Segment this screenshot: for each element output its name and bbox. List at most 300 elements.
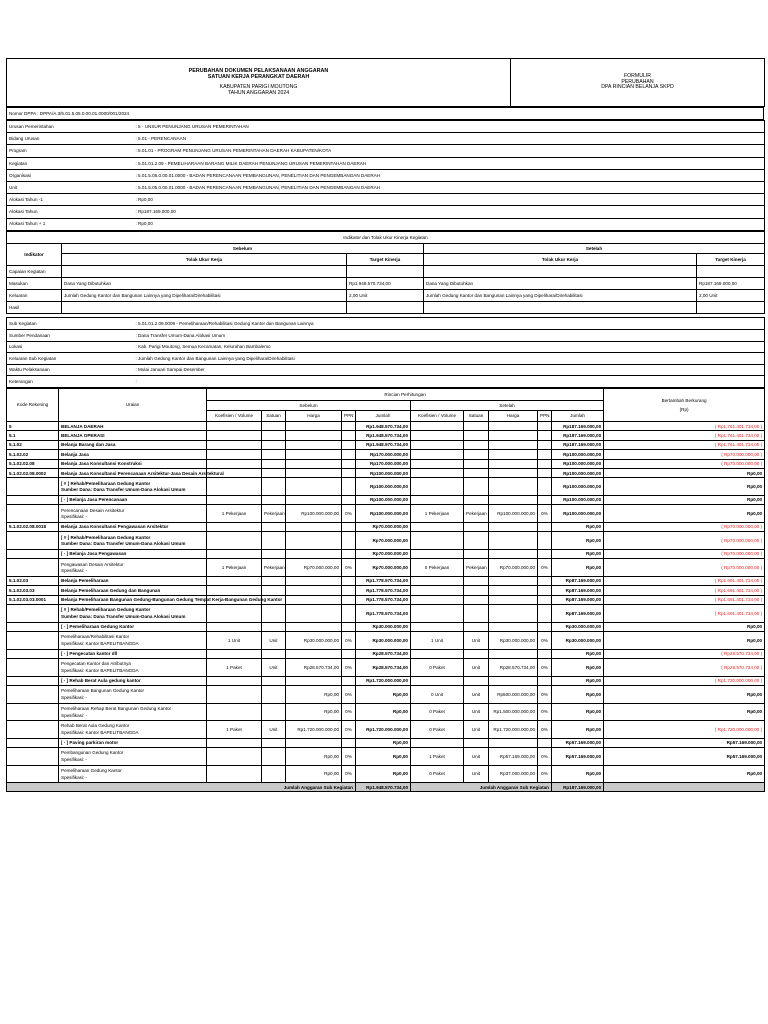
satuan-setelah: Unit: [464, 703, 489, 721]
rincian-row: [7, 495, 765, 504]
harga-sebelum: [286, 532, 342, 550]
uraian: [59, 532, 207, 550]
ppn-sebelum: [342, 450, 356, 459]
doc-title-1: PERUBAHAN DOKUMEN PELAKSANAAN ANGGARAN: [188, 67, 329, 74]
rincian-row: [7, 676, 765, 685]
bertambah-unit: (Rp): [679, 406, 689, 412]
ppn-sebelum: [342, 676, 356, 685]
uraian-line-1: BELANJA OPERASI: [61, 432, 105, 438]
info-row: [7, 194, 765, 206]
ppn-setelah: 0%: [538, 765, 552, 783]
harga-sebelum: Rp0,00: [286, 748, 342, 766]
ppn-setelah: [538, 478, 552, 496]
harga-sebelum: [286, 738, 342, 747]
jumlah-sebelum: Rp1.778.570.734,00: [356, 605, 411, 623]
ppn-sebelum: 0%: [342, 721, 356, 739]
satuan-sebelum: [262, 422, 286, 431]
koefisien-sebelum: [207, 532, 262, 550]
jumlah-sebelum: Rp1.778.570.734,00: [356, 576, 411, 585]
satuan-sebelum: [262, 765, 286, 783]
harga-setelah: [489, 450, 538, 459]
rincian-row: [7, 622, 765, 631]
harga-sebelum: Rp0,00: [286, 703, 342, 721]
rincian-row: [7, 686, 765, 704]
harga-setelah: Rp30.000.000,00: [489, 632, 538, 650]
koefisien-setelah: 0 Unit: [411, 686, 464, 704]
uraian: [59, 622, 207, 631]
harga-setelah: [489, 622, 538, 631]
indikator-table: [6, 231, 765, 315]
kode-rekening: 5.1.02.02: [7, 450, 59, 459]
uraian-line-1: Belanja Jasa Konsultansi Perencanaan Arsitektur-Jasa Desain Arsitektural: [61, 470, 224, 476]
col-indikator: Indikator: [7, 243, 62, 265]
jumlah-sebelum: Rp1.948.570.734,00: [356, 431, 411, 440]
satuan-setelah: Pekerjaan: [464, 559, 489, 577]
harga-setelah: Rp37.000.000,00: [489, 765, 538, 783]
harga-setelah: [489, 440, 538, 449]
jumlah-sebelum: Rp70.000.000,00: [356, 559, 411, 577]
harga-sebelum: [286, 431, 342, 440]
tolak-sebelum: Dana Yang Dibutuhkan: [62, 277, 347, 289]
satuan-setelah: [464, 468, 489, 477]
harga-setelah: [489, 586, 538, 595]
indikator-label: Masukan: [7, 277, 62, 289]
jumlah-setelah: Rp100.000.000,00: [552, 478, 604, 496]
koefisien-sebelum: [207, 605, 262, 623]
harga-sebelum: [286, 605, 342, 623]
ppn-sebelum: [342, 478, 356, 496]
info-label: Kegiatan: [7, 157, 134, 169]
rincian-row: [7, 748, 765, 766]
koefisien-sebelum: [207, 576, 262, 585]
kode-rekening: 5.1.02: [7, 440, 59, 449]
ppn-sebelum: [342, 738, 356, 747]
target-setelah: Rp187.169.000,00: [697, 277, 765, 289]
info-label: Urusan Pemerintahan: [7, 121, 134, 133]
info-label: Unit: [7, 181, 134, 193]
harga-sebelum: [286, 522, 342, 531]
harga-sebelum: Rp1.720.000.000,00: [286, 721, 342, 739]
satuan-sebelum: [262, 576, 286, 585]
koefisien-sebelum: 1 Unit: [207, 632, 262, 650]
uraian-line-1: [ - ] Paving parkiran motor: [61, 740, 119, 746]
ppn-sebelum: 0%: [342, 505, 356, 523]
koefisien-sebelum: [207, 549, 262, 558]
satuan-setelah: [464, 495, 489, 504]
ppn-setelah: 0%: [538, 703, 552, 721]
info-label: Alokasi Tahun -1: [7, 194, 134, 206]
satuan-sebelum: [262, 495, 286, 504]
koefisien-sebelum: [207, 459, 262, 468]
uraian-line-1: Pemeliharaan/Rehabilitasi Kantor: [61, 634, 130, 640]
tolak-sebelum: Jumlah Gedung Kantor dan Bangunan Lainnya yang Dipelihara/Direhabilitasi: [62, 290, 347, 302]
ppn-setelah: 0%: [538, 686, 552, 704]
harga-setelah: [489, 649, 538, 658]
ppn-setelah: [538, 586, 552, 595]
total-setelah: Rp187.169.000,00: [552, 783, 604, 792]
ppn-sebelum: 0%: [342, 765, 356, 783]
info-value: : 5.01.01.2.09 - PEMELIHARAAN BARANG MILIK DAERAH PENUNJANG URUSAN PEMERINTAHAN DAERAH: [134, 157, 765, 169]
jumlah-setelah: Rp0,00: [552, 659, 604, 677]
jumlah-setelah: Rp100.000.000,00: [552, 505, 604, 523]
koefisien-setelah: [411, 440, 464, 449]
bertambah-berkurang: Rp0,00: [604, 495, 765, 504]
formulir-name: DPA RINCIAN BELANJA SKPD: [601, 84, 674, 91]
harga-sebelum: Rp28.570.734,00: [286, 659, 342, 677]
uraian-line-2: Sumber Dana: Dana Transfer Umum-Dana Alokasi Umum: [61, 487, 186, 493]
bertambah-berkurang: ( Rp70.000.000,00 ): [604, 450, 765, 459]
jumlah-setelah: Rp187.169.000,00: [552, 431, 604, 440]
ppn-sebelum: [342, 595, 356, 604]
tolak-setelah: Dana Yang Dibutuhkan: [424, 277, 697, 289]
harga-setelah: [489, 605, 538, 623]
bertambah-berkurang: ( Rp1.691.401.734,00 ): [604, 586, 765, 595]
satuan-setelah: Unit: [464, 632, 489, 650]
harga-sebelum: [286, 450, 342, 459]
koefisien-sebelum: [207, 450, 262, 459]
uraian: [59, 721, 207, 739]
satuan-sebelum: [262, 522, 286, 531]
koefisien-setelah: [411, 478, 464, 496]
bertambah-berkurang: Rp0,00: [604, 622, 765, 631]
indikator-label: Keluaran: [7, 290, 62, 302]
ppn-sebelum: [342, 495, 356, 504]
jumlah-sebelum: Rp1.720.000.000,00: [356, 721, 411, 739]
koefisien-sebelum: [207, 440, 262, 449]
ppn-sebelum: [342, 532, 356, 550]
ppn-setelah: 0%: [538, 748, 552, 766]
subkegiatan-label: Sub Kegiatan: [7, 318, 134, 330]
ppn-setelah: [538, 595, 552, 604]
bertambah-berkurang: ( Rp1.761.401.734,00 ): [604, 422, 765, 431]
jumlah-setelah: Rp0,00: [552, 703, 604, 721]
subkegiatan-row: [7, 364, 765, 376]
satuan-setelah: [464, 622, 489, 631]
jumlah-sebelum: Rp0,00: [356, 748, 411, 766]
info-label: Alokasi Tahun: [7, 206, 134, 218]
uraian-line-1: [ - ] Rehab Berat Aula gedung kantor: [61, 678, 141, 684]
uraian-line-2: Spesifikasi: -: [61, 774, 88, 780]
uraian-line-1: Pemeliharaan Bangunan Gedung Kantor: [61, 688, 145, 694]
harga-setelah: [489, 459, 538, 468]
uraian-line-1: Perencanaan Desain Arsitektur: [61, 507, 125, 513]
satuan-sebelum: [262, 686, 286, 704]
ppn-setelah: [538, 622, 552, 631]
col-koef-2: Koefisien / Volume: [411, 411, 464, 422]
info-value: : 5.01.01 - PROGRAM PENUNJANG URUSAN PEMERINTAHAN DAERAH KABUPATEN/KOTA: [134, 145, 765, 157]
koefisien-sebelum: [207, 478, 262, 496]
kode-rekening: 5.1.02.02.08.0002: [7, 468, 59, 477]
rincian-row: [7, 459, 765, 468]
bertambah-berkurang: ( Rp1.691.401.734,00 ): [604, 576, 765, 585]
harga-sebelum: [286, 622, 342, 631]
bertambah-berkurang: ( Rp70.000.000,00 ): [604, 532, 765, 550]
kode-rekening: [7, 495, 59, 504]
col-uraian: Uraian: [59, 389, 207, 422]
satuan-setelah: [464, 450, 489, 459]
uraian: [59, 431, 207, 440]
col-ppn-2: PPN: [538, 411, 552, 422]
koefisien-sebelum: [207, 703, 262, 721]
uraian: [59, 649, 207, 658]
bertambah-berkurang: ( Rp1.691.401.734,00 ): [604, 595, 765, 604]
koefisien-setelah: [411, 586, 464, 595]
uraian-line-1: Rehab Berat Aula Gedung Kantor: [61, 723, 130, 729]
uraian-line-1: Belanja Pemeliharaan Bangunan Gedung-Bangunan Gedung Tempat Kerja-Bangunan Gedung Kantor: [61, 597, 283, 603]
jumlah-setelah: Rp57.169.000,00: [552, 738, 604, 747]
ppn-sebelum: [342, 522, 356, 531]
total-row: [7, 783, 765, 792]
target-sebelum: [347, 265, 424, 277]
uraian-line-1: Belanja Jasa: [61, 451, 89, 457]
ppn-sebelum: [342, 549, 356, 558]
uraian: [59, 505, 207, 523]
koefisien-sebelum: [207, 649, 262, 658]
bertambah-berkurang: Rp0,00: [604, 765, 765, 783]
col-target-sebelum: Target Kinerja: [347, 253, 424, 265]
koefisien-sebelum: [207, 495, 262, 504]
ppn-sebelum: [342, 586, 356, 595]
kode-rekening: [7, 748, 59, 766]
kode-rekening: [7, 622, 59, 631]
harga-sebelum: [286, 478, 342, 496]
satuan-sebelum: [262, 440, 286, 449]
uraian-line-2: Spesifikasi: Kantor BAPELITBANGDA: [61, 730, 139, 736]
harga-sebelum: [286, 459, 342, 468]
harga-sebelum: [286, 595, 342, 604]
ppn-sebelum: [342, 440, 356, 449]
info-value: : Rp187.169.000,00: [134, 206, 765, 218]
satuan-setelah: Unit: [464, 765, 489, 783]
kode-rekening: [7, 721, 59, 739]
satuan-sebelum: [262, 431, 286, 440]
col-ppn-1: PPN: [342, 411, 356, 422]
col-bertambah-berkurang: [604, 389, 765, 422]
harga-sebelum: [286, 586, 342, 595]
harga-sebelum: [286, 549, 342, 558]
harga-setelah: [489, 595, 538, 604]
harga-sebelum: Rp100.000.000,00: [286, 505, 342, 523]
bertambah-berkurang: ( Rp1.691.401.734,00 ): [604, 605, 765, 623]
kode-rekening: 5.1.02.03.03: [7, 586, 59, 595]
koefisien-setelah: 0 Paket: [411, 721, 464, 739]
ppn-sebelum: [342, 431, 356, 440]
target-setelah: 2,00 Unit: [697, 290, 765, 302]
koefisien-sebelum: [207, 738, 262, 747]
koefisien-setelah: [411, 450, 464, 459]
col-tolak-setelah: Tolak Ukur Kerja: [424, 253, 697, 265]
jumlah-sebelum: Rp1.778.570.734,00: [356, 595, 411, 604]
jumlah-setelah: Rp100.000.000,00: [552, 450, 604, 459]
header-title-block: [7, 59, 511, 107]
subkegiatan-value: : 5.01.01.2.09.0009 - Pemeliharaan/Rehabilitasi Gedung Kantor dan Bangunan Lainnya: [134, 318, 765, 330]
indikator-label: Hasil: [7, 302, 62, 314]
tolak-setelah: Jumlah Gedung Kantor dan Bangunan Lainnya yang Dipelihara/Direhabilitasi: [424, 290, 697, 302]
jumlah-sebelum: Rp0,00: [356, 703, 411, 721]
satuan-sebelum: [262, 676, 286, 685]
kode-rekening: 5: [7, 422, 59, 431]
bertambah-berkurang: ( Rp28.570.734,00 ): [604, 649, 765, 658]
uraian: [59, 549, 207, 558]
koefisien-sebelum: [207, 522, 262, 531]
info-label: Program: [7, 145, 134, 157]
indikator-row: [7, 265, 765, 277]
koefisien-sebelum: [207, 686, 262, 704]
uraian-line-1: [ - ] Pemeliharaan Gedung Kantor: [61, 624, 134, 630]
jumlah-setelah: Rp87.169.000,00: [552, 576, 604, 585]
ppn-sebelum: 0%: [342, 748, 356, 766]
uraian: [59, 422, 207, 431]
ppn-setelah: [538, 532, 552, 550]
rincian-row: [7, 549, 765, 558]
satuan-sebelum: Unit: [262, 632, 286, 650]
jumlah-sebelum: Rp1.948.570.734,00: [356, 440, 411, 449]
ppn-sebelum: [342, 422, 356, 431]
ppn-setelah: 0%: [538, 632, 552, 650]
jumlah-sebelum: Rp70.000.000,00: [356, 532, 411, 550]
harga-setelah: [489, 532, 538, 550]
target-sebelum: 2,00 Unit: [347, 290, 424, 302]
rincian-row: [7, 632, 765, 650]
harga-setelah: Rp1.720.000.000,00: [489, 721, 538, 739]
dpa-document: [6, 58, 764, 792]
ppn-setelah: [538, 459, 552, 468]
satuan-sebelum: [262, 738, 286, 747]
info-value: : 5 - UNSUR PENUNJANG URUSAN PEMERINTAHAN: [134, 121, 765, 133]
satuan-setelah: [464, 522, 489, 531]
subkegiatan-label: Lokasi: [7, 341, 134, 353]
koefisien-sebelum: 1 Pekerjaan: [207, 505, 262, 523]
nomor-text: Nomor DPPA : DPPA/A.3/5.01.5.05.0.00.01.0000/001/2024: [7, 108, 764, 120]
indikator-label: Capaian Kegiatan: [7, 265, 62, 277]
satuan-setelah: Unit: [464, 721, 489, 739]
harga-sebelum: [286, 422, 342, 431]
uraian-line-2: Sumber Dana: Dana Transfer Umum-Dana Alokasi Umum: [61, 541, 186, 547]
satuan-sebelum: [262, 649, 286, 658]
col-satuan-1: Satuan: [262, 411, 286, 422]
uraian: [59, 478, 207, 496]
satuan-setelah: Unit: [464, 748, 489, 766]
jumlah-setelah: Rp100.000.000,00: [552, 468, 604, 477]
satuan-setelah: Pekerjaan: [464, 505, 489, 523]
uraian: [59, 686, 207, 704]
satuan-sebelum: Unit: [262, 659, 286, 677]
jumlah-setelah: Rp57.169.000,00: [552, 748, 604, 766]
koefisien-setelah: [411, 459, 464, 468]
koefisien-setelah: [411, 532, 464, 550]
col-jumlah-2: Jumlah: [552, 411, 604, 422]
indikator-caption: Indikator dan Tolak Ukur Kinerja Kegiatan: [7, 231, 765, 243]
jumlah-sebelum: Rp100.000.000,00: [356, 495, 411, 504]
rincian-row: [7, 703, 765, 721]
uraian-line-1: [ - ] Pengecatan kantor dll: [61, 651, 118, 657]
bertambah-label: Bertambah Berkurang: [661, 398, 707, 404]
kode-rekening: [7, 703, 59, 721]
harga-setelah: [489, 549, 538, 558]
uraian: [59, 659, 207, 677]
uraian: [59, 595, 283, 604]
uraian-line-1: [ # ] Rehab/Pemeliharaan Gedung Kantor: [61, 534, 151, 540]
satuan-sebelum: [262, 478, 286, 496]
subkegiatan-value: : Dana Transfer Umum-Dana Alokasi Umum: [134, 330, 765, 342]
bertambah-berkurang: ( Rp1.761.401.734,00 ): [604, 431, 765, 440]
satuan-setelah: [464, 459, 489, 468]
ppn-setelah: [538, 649, 552, 658]
kode-rekening: [7, 765, 59, 783]
bertambah-berkurang: ( Rp1.761.401.734,00 ): [604, 440, 765, 449]
jumlah-sebelum: Rp28.570.734,00: [356, 659, 411, 677]
jumlah-setelah: Rp0,00: [552, 549, 604, 558]
rincian-row: [7, 605, 765, 623]
bertambah-berkurang: Rp57.169.000,00: [604, 748, 765, 766]
uraian: [59, 765, 207, 783]
ppn-setelah: [538, 605, 552, 623]
koefisien-setelah: [411, 576, 464, 585]
satuan-setelah: [464, 440, 489, 449]
koefisien-sebelum: 1 Paket: [207, 721, 262, 739]
satuan-sebelum: [262, 748, 286, 766]
subkegiatan-row: [7, 353, 765, 365]
rincian-setelah: Setelah: [411, 401, 604, 411]
jumlah-sebelum: Rp70.000.000,00: [356, 522, 411, 531]
uraian-line-1: Belanja Pemeliharaan: [61, 578, 109, 584]
rincian-row: [7, 450, 765, 459]
ppn-setelah: [538, 549, 552, 558]
harga-sebelum: Rp0,00: [286, 765, 342, 783]
uraian: [59, 440, 207, 449]
satuan-setelah: [464, 649, 489, 658]
uraian-line-2: Spesifikasi: Kantor BAPELITBANGDA: [61, 668, 139, 674]
harga-sebelum: Rp30.000.000,00: [286, 632, 342, 650]
harga-setelah: [489, 738, 538, 747]
uraian-line-2: Spesifikasi: -: [61, 514, 88, 520]
koefisien-setelah: [411, 549, 464, 558]
harga-setelah: Rp70.000.000,00: [489, 559, 538, 577]
info-table: [6, 120, 765, 231]
kode-rekening: [7, 738, 59, 747]
koefisien-setelah: [411, 431, 464, 440]
ppn-sebelum: 0%: [342, 632, 356, 650]
koefisien-setelah: [411, 495, 464, 504]
uraian-line-2: Spesifikasi: -: [61, 757, 88, 763]
uraian-line-1: Belanja Jasa Konsultansi Konstruksi: [61, 461, 142, 467]
subkegiatan-value: : Kab. Parigi Moutong, Semua Kecamatan, Kelurahan Bambalemo: [134, 341, 765, 353]
bertambah-berkurang: ( Rp70.000.000,00 ): [604, 559, 765, 577]
uraian-line-1: Belanja Jasa Konsultansi Pengawasan Arsitektur: [61, 524, 169, 530]
kode-rekening: [7, 649, 59, 658]
satuan-setelah: [464, 738, 489, 747]
ppn-sebelum: 0%: [342, 686, 356, 704]
harga-setelah: Rp57.169.000,00: [489, 748, 538, 766]
total-label-setelah: Jumlah Anggaran Sub Kegiatan: [411, 783, 552, 792]
rincian-row: [7, 505, 765, 523]
rincian-row: [7, 586, 765, 595]
ppn-sebelum: 0%: [342, 659, 356, 677]
subkegiatan-label: Sumber Pendanaan: [7, 330, 134, 342]
harga-setelah: Rp100.000.000,00: [489, 505, 538, 523]
indikator-row: [7, 302, 765, 314]
satuan-setelah: [464, 676, 489, 685]
koefisien-sebelum: [207, 431, 262, 440]
kode-rekening: [7, 549, 59, 558]
ppn-setelah: 0%: [538, 659, 552, 677]
uraian-line-1: Pengecatan Kantor dan Atributnya: [61, 661, 131, 667]
ppn-sebelum: 0%: [342, 703, 356, 721]
tolak-setelah: [424, 302, 697, 314]
subkegiatan-label: Keterangan: [7, 376, 134, 388]
jumlah-sebelum: Rp28.570.734,00: [356, 649, 411, 658]
satuan-setelah: Unit: [464, 686, 489, 704]
